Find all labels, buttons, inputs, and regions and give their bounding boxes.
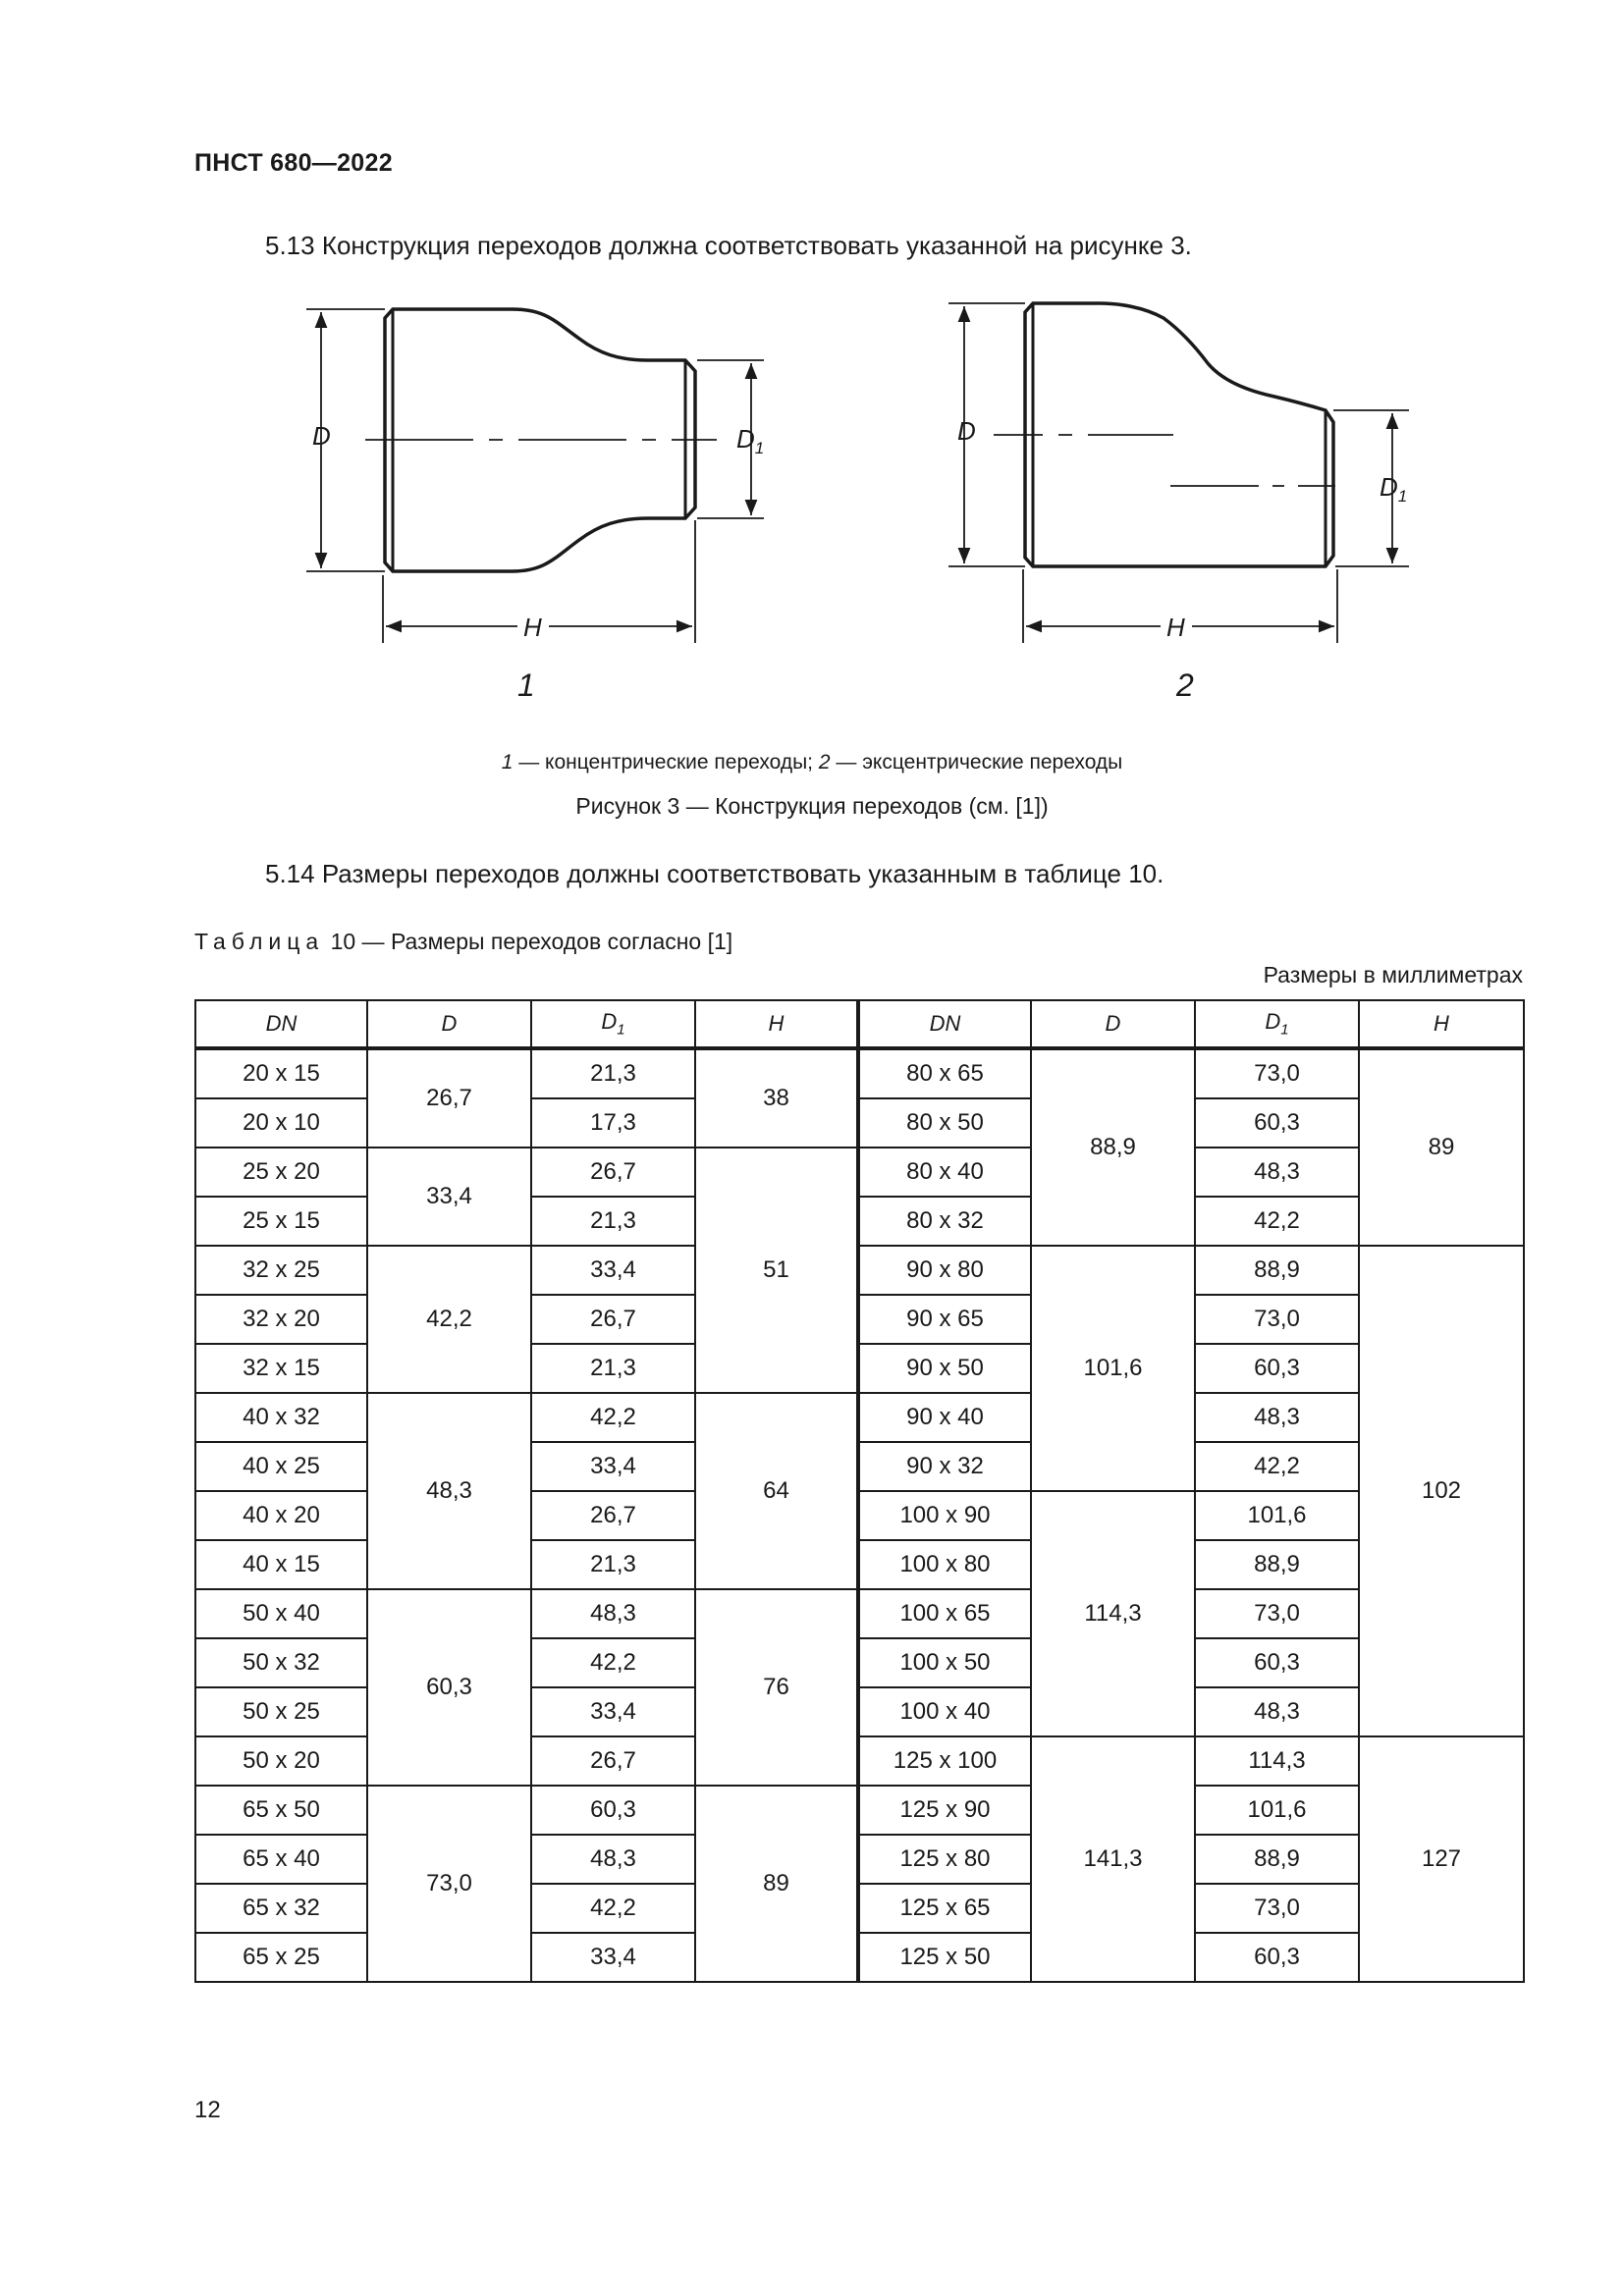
header-d-right: D (1031, 1000, 1195, 1048)
table-row (195, 1786, 1524, 1835)
table-body (195, 1048, 1524, 1982)
cell-d1-right: 60,3 (1195, 1638, 1359, 1687)
cell-dn-left: 40 x 25 (195, 1442, 367, 1491)
cell-dn-left: 32 x 15 (195, 1344, 367, 1393)
cell-d-left: 73,0 (367, 1786, 531, 1982)
cell-dn-left: 65 x 40 (195, 1835, 367, 1884)
cell-dn-left: 50 x 32 (195, 1638, 367, 1687)
cell-d1-right: 73,0 (1195, 1295, 1359, 1344)
cell-d1-right: 88,9 (1195, 1540, 1359, 1589)
cell-d1-left: 21,3 (531, 1344, 695, 1393)
reducer-dimensions-table (194, 999, 1525, 1983)
cell-d1-right: 73,0 (1195, 1589, 1359, 1638)
eccentric-reducer-dimensions (948, 303, 1409, 643)
cell-dn-left: 50 x 20 (195, 1736, 367, 1786)
figure-caption: Рисунок 3 — Конструкция переходов (см. [1]) (575, 793, 1049, 819)
cell-d1-left: 33,4 (531, 1687, 695, 1736)
table-caption: Таблица 10 — Размеры переходов согласно [1] (194, 929, 733, 954)
cell-d1-left: 26,7 (531, 1491, 695, 1540)
cell-d1-right: 60,3 (1195, 1098, 1359, 1148)
cell-h-left: 89 (695, 1786, 858, 1982)
table-row (195, 1393, 1524, 1442)
cell-d1-left: 26,7 (531, 1148, 695, 1197)
cell-dn-right: 90 x 80 (858, 1246, 1031, 1295)
cell-dn-right: 90 x 50 (858, 1344, 1031, 1393)
cell-h-right: 127 (1359, 1736, 1524, 1982)
cell-d1-left: 26,7 (531, 1295, 695, 1344)
cell-dn-left: 20 x 10 (195, 1098, 367, 1148)
cell-d1-left: 21,3 (531, 1540, 695, 1589)
cell-h-right: 102 (1359, 1246, 1524, 1736)
cell-d1-right: 60,3 (1195, 1933, 1359, 1982)
header-dn-right: DN (858, 1000, 1031, 1048)
eccentric-d-label: D (957, 416, 976, 446)
cell-d1-right: 73,0 (1195, 1048, 1359, 1098)
cell-h-left: 51 (695, 1148, 858, 1393)
drawing-number-2: 2 (1176, 667, 1194, 703)
cell-dn-right: 80 x 65 (858, 1048, 1031, 1098)
cell-d1-left: 48,3 (531, 1589, 695, 1638)
table-row (195, 1148, 1524, 1197)
cell-d1-left: 26,7 (531, 1736, 695, 1786)
cell-d-left: 48,3 (367, 1393, 531, 1589)
cell-d1-left: 60,3 (531, 1786, 695, 1835)
drawing-number-1: 1 (517, 667, 535, 703)
concentric-h-label: H (523, 613, 542, 642)
cell-dn-right: 100 x 65 (858, 1589, 1031, 1638)
cell-d1-right: 48,3 (1195, 1393, 1359, 1442)
header-dn-left: DN (195, 1000, 367, 1048)
cell-d1-right: 42,2 (1195, 1442, 1359, 1491)
figure-3-drawing (0, 285, 1624, 717)
cell-h-left: 64 (695, 1393, 858, 1589)
cell-dn-right: 100 x 80 (858, 1540, 1031, 1589)
concentric-d1-label: $D_1$ (736, 424, 765, 457)
table-row (195, 1589, 1524, 1638)
cell-h-left: 38 (695, 1048, 858, 1148)
cell-dn-left: 40 x 15 (195, 1540, 367, 1589)
cell-d1-right: 88,9 (1195, 1246, 1359, 1295)
cell-d1-right: 114,3 (1195, 1736, 1359, 1786)
cell-d1-right: 73,0 (1195, 1884, 1359, 1933)
table-row (195, 1246, 1524, 1295)
header-h-left: H (695, 1000, 858, 1048)
cell-d1-right: 48,3 (1195, 1687, 1359, 1736)
cell-dn-right: 80 x 40 (858, 1148, 1031, 1197)
cell-d-right: 101,6 (1031, 1246, 1195, 1491)
cell-d1-right: 88,9 (1195, 1835, 1359, 1884)
cell-d1-right: 101,6 (1195, 1786, 1359, 1835)
cell-dn-left: 65 x 50 (195, 1786, 367, 1835)
paragraph-5-13: 5.13 Конструкция переходов должна соответствовать указанной на рисунке 3. (265, 231, 1192, 260)
cell-d1-left: 42,2 (531, 1393, 695, 1442)
cell-dn-right: 90 x 65 (858, 1295, 1031, 1344)
paragraph-5-14: 5.14 Размеры переходов должны соответствовать указанным в таблице 10. (265, 859, 1164, 888)
cell-d1-right: 48,3 (1195, 1148, 1359, 1197)
cell-dn-right: 125 x 65 (858, 1884, 1031, 1933)
cell-dn-left: 25 x 15 (195, 1197, 367, 1246)
cell-dn-right: 100 x 90 (858, 1491, 1031, 1540)
cell-h-left: 76 (695, 1589, 858, 1786)
cell-dn-left: 20 x 15 (195, 1048, 367, 1098)
figure-legend: 1 — концентрические переходы; 2 — эксцентрические переходы (501, 751, 1123, 774)
cell-d1-right: 60,3 (1195, 1344, 1359, 1393)
cell-dn-right: 100 x 40 (858, 1687, 1031, 1736)
cell-dn-left: 25 x 20 (195, 1148, 367, 1197)
header-d-left: D (367, 1000, 531, 1048)
table-units-note: Размеры в миллиметрах (1263, 962, 1523, 988)
cell-dn-right: 125 x 80 (858, 1835, 1031, 1884)
cell-dn-right: 80 x 32 (858, 1197, 1031, 1246)
cell-dn-left: 32 x 20 (195, 1295, 367, 1344)
cell-dn-left: 40 x 20 (195, 1491, 367, 1540)
header-h-right: H (1359, 1000, 1524, 1048)
cell-dn-left: 32 x 25 (195, 1246, 367, 1295)
cell-d-left: 42,2 (367, 1246, 531, 1393)
cell-dn-left: 40 x 32 (195, 1393, 367, 1442)
cell-d1-left: 42,2 (531, 1638, 695, 1687)
cell-dn-right: 90 x 40 (858, 1393, 1031, 1442)
cell-dn-left: 65 x 25 (195, 1933, 367, 1982)
cell-d1-left: 33,4 (531, 1442, 695, 1491)
cell-dn-left: 50 x 25 (195, 1687, 367, 1736)
page-number: 12 (194, 2097, 221, 2123)
cell-d1-left: 33,4 (531, 1933, 695, 1982)
cell-dn-right: 80 x 50 (858, 1098, 1031, 1148)
cell-dn-left: 50 x 40 (195, 1589, 367, 1638)
cell-dn-right: 125 x 100 (858, 1736, 1031, 1786)
cell-dn-right: 125 x 50 (858, 1933, 1031, 1982)
cell-d-right: 141,3 (1031, 1736, 1195, 1982)
eccentric-d1-label: $D_1$ (1380, 472, 1408, 506)
document-header: ПНСТ 680—2022 (194, 149, 393, 177)
cell-dn-right: 100 x 50 (858, 1638, 1031, 1687)
concentric-d-label: D (312, 421, 331, 451)
cell-dn-left: 65 x 32 (195, 1884, 367, 1933)
cell-dn-right: 90 x 32 (858, 1442, 1031, 1491)
cell-d-right: 114,3 (1031, 1491, 1195, 1736)
cell-d1-left: 33,4 (531, 1246, 695, 1295)
cell-d-right: 88,9 (1031, 1048, 1195, 1246)
header-d1-left: $D_1$ (531, 1000, 695, 1048)
header-d1-right: $D_1$ (1195, 1000, 1359, 1048)
cell-d-left: 26,7 (367, 1048, 531, 1148)
cell-d1-right: 42,2 (1195, 1197, 1359, 1246)
table-header-row (195, 1000, 1524, 1048)
eccentric-h-label: H (1166, 613, 1185, 642)
table-row (195, 1048, 1524, 1098)
cell-d-left: 33,4 (367, 1148, 531, 1246)
cell-d-left: 60,3 (367, 1589, 531, 1786)
cell-d1-right: 101,6 (1195, 1491, 1359, 1540)
cell-d1-left: 17,3 (531, 1098, 695, 1148)
cell-d1-left: 21,3 (531, 1048, 695, 1098)
cell-d1-left: 48,3 (531, 1835, 695, 1884)
cell-d1-left: 42,2 (531, 1884, 695, 1933)
cell-h-right: 89 (1359, 1048, 1524, 1246)
cell-dn-right: 125 x 90 (858, 1786, 1031, 1835)
cell-d1-left: 21,3 (531, 1197, 695, 1246)
